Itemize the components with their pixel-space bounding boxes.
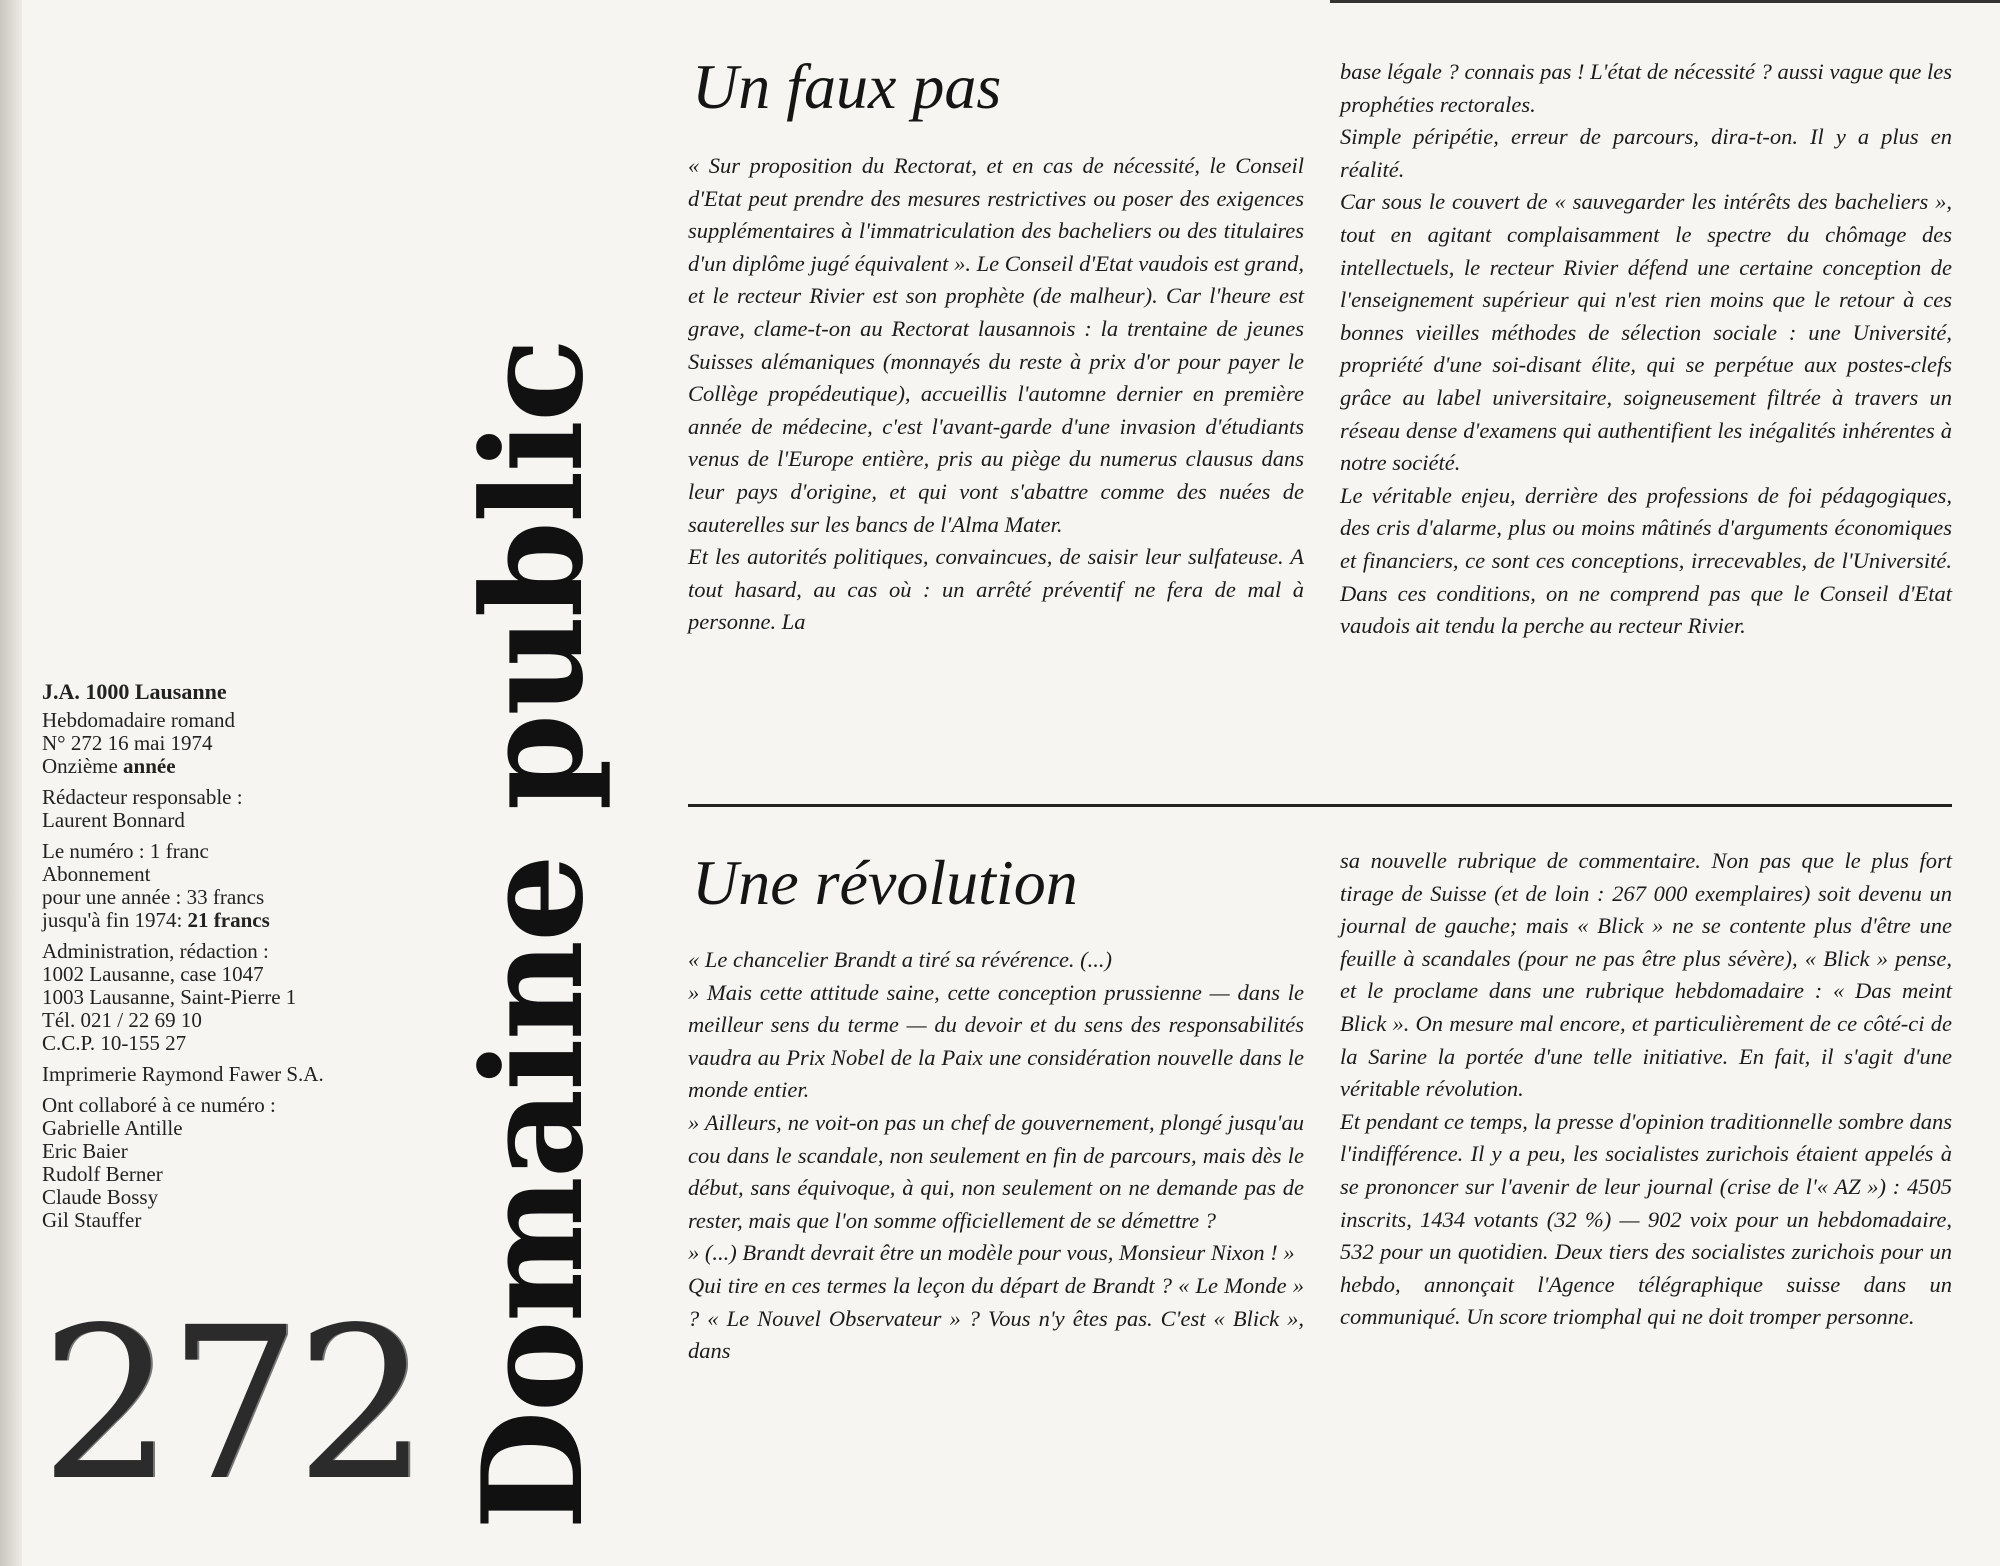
- paragraph: Le véritable enjeu, derrière des professions de foi pédagogiques, des cris d'alarme, plus ou moins mâtinés d'arguments économiques et financiers, ce sont ces conceptions, irrecevables, de l'Université. Dans ces conditions, on ne comprend pas que le Conseil d'Etat vaudois ait tendu la perche au recteur Rivier.: [1340, 482, 1952, 639]
- article-1-column-1: [688, 150, 1304, 639]
- printer-name: Imprimerie Raymond Fawer S.A.: [42, 1062, 324, 1086]
- contributors-label: Ont collaboré à ce numéro :: [42, 1093, 276, 1117]
- single-price: Le numéro : 1 franc: [42, 839, 209, 863]
- printer-block: [42, 1063, 402, 1086]
- article-2-headline: Une révolution: [692, 847, 1078, 918]
- editor-block: [42, 786, 402, 832]
- paragraph: » Mais cette attitude saine, cette conception prussienne — dans le meilleur sens du terme — du devoir et du sens des responsabilités vaudra au Prix Nobel de la Paix une considération nouvelle dans le monde entier.: [688, 979, 1304, 1103]
- paragraph: » (...) Brandt devrait être un modèle pour vous, Monsieur Nixon ! »: [688, 1240, 1295, 1266]
- issue-number: 272: [40, 1282, 423, 1527]
- admin-phone: Tél. 021 / 22 69 10: [42, 1008, 202, 1032]
- mailing-code: J.A. 1000 Lausanne: [42, 679, 227, 704]
- price-block: [42, 840, 402, 932]
- article-2-column-1: [688, 944, 1304, 1368]
- yearly-price: pour une année : 33 francs: [42, 885, 265, 909]
- administration-block: [42, 940, 402, 1055]
- article-2-column-2: [1340, 845, 1952, 1334]
- contributor: Gabrielle Antille: [42, 1116, 183, 1140]
- paragraph: Et pendant ce temps, la presse d'opinion traditionnelle sombre dans l'indifférence. Il y a peu, les socialistes zurichois étaient appelés à se prononcer sur l'avenir de leur journal (crise de l'« AZ ») : 4505 inscrits, 1434 votants (32 %) — 902 voix pour un hebdomadaire, 532 pour un quotidien. Deux tiers des socialistes zurichois pour un hebdo, annonçait l'Agence télégraphique suisse dans un communiqué. Un score triomphal qui ne doit tromper personne.: [1340, 1108, 1952, 1330]
- contributor: Gil Stauffer: [42, 1208, 142, 1232]
- paragraph: Car sous le couvert de « sauvegarder les intérêts des bacheliers », tout en agitant complaisamment le spectre du chômage des intellectuels, le recteur Rivier défend une certaine conception de l'enseignement supérieur qui n'est rien moins que le retour à ces bonnes vieilles méthodes de sélection sociale : une Université, propriété d'une soi-disant élite, qui se perpétue aux postes-clefs grâce au label universitaire, soigneusement filtrée à travers un réseau dense d'examens qui authentifient les inégalités inhérentes à notre société.: [1340, 189, 1952, 476]
- paragraph: Qui tire en ces termes la leçon du départ de Brandt ? « Le Monde » ? « Le Nouvel Observateur » ? Vous n'y êtes pas. C'est « Blick », dans: [688, 1272, 1304, 1364]
- editor-name: Laurent Bonnard: [42, 808, 185, 832]
- top-rule: [1330, 0, 2000, 3]
- scan-edge-shadow: [0, 0, 22, 1566]
- admin-postal-account: C.C.P. 10-155 27: [42, 1031, 187, 1055]
- edition-type: Hebdomadaire romand: [42, 708, 236, 732]
- paragraph: Et les autorités politiques, convaincues, de saisir leur sulfateuse. A tout hasard, au cas où : un arrêté préventif ne fera de mal à personne. La: [688, 544, 1304, 635]
- admin-address-1: 1002 Lausanne, case 1047: [42, 962, 264, 986]
- paragraph: « Le chancelier Brandt a tiré sa révérence. (...): [688, 947, 1113, 972]
- contributor: Rudolf Berner: [42, 1162, 163, 1186]
- paragraph: base légale ? connais pas ! L'état de nécessité ? aussi vague que les prophéties rectorales.: [1340, 59, 1952, 117]
- paragraph: Simple péripétie, erreur de parcours, dira-t-on. Il y a plus en réalité.: [1340, 124, 1952, 182]
- edition-block: [42, 709, 402, 778]
- masthead-title: Domaine public: [451, 340, 614, 1530]
- admin-label: Administration, rédaction :: [42, 939, 269, 963]
- editor-label: Rédacteur responsable :: [42, 785, 243, 809]
- end-of-year-price: jusqu'à fin 1974: 21 francs: [42, 908, 270, 932]
- article-1-column-2: [1340, 56, 1952, 643]
- publication-info: [42, 680, 402, 1240]
- publication-year: Onzième année: [42, 754, 176, 778]
- paragraph: « Sur proposition du Rectorat, et en cas de nécessité, le Conseil d'Etat peut prendre des mesures restrictives ou poser des exigences supplémentaires à l'immatriculation des bacheliers ou des titulaires d'un diplôme jugé équivalent ». Le Conseil d'Etat vaudois est grand, et le recteur Rivier est son prophète (de malheur). Car l'heure est grave, clame-t-on au Rectorat lausannois : la trentaine de jeunes Suisses alémaniques (monnayés du reste à prix d'or pour payer le Collège propédeutique), accueillis l'automne dernier en première année de médecine, c'est l'avant-garde d'une invasion d'étudiants venus de l'Europe entière, pris au piège du numerus clausus dans leur pays d'origine, et qui vont s'abattre comme des nuées de sauterelles sur les bancs de l'Alma Mater.: [688, 153, 1304, 537]
- contributor: Claude Bossy: [42, 1185, 159, 1209]
- article-divider: [688, 804, 1952, 807]
- contributors-block: [42, 1094, 402, 1232]
- subscription-label: Abonnement: [42, 862, 151, 886]
- article-1-headline: Un faux pas: [692, 51, 1002, 122]
- contributor: Eric Baier: [42, 1139, 128, 1163]
- paragraph: sa nouvelle rubrique de commentaire. Non pas que le plus fort tirage de Suisse (et de loin : 267 000 exemplaires) soit devenu un journal de gauche; mais « Blick » ne se contente plus d'être une feuille à scandales (pour ne pas être plus sévère), « Blick » pense, et le proclame dans une rubrique hebdomadaire : « Das meint Blick ». On mesure mal encore, et particulièrement de ce côté-ci de la Sarine la portée d'une telle initiative. En fait, il s'agit d'une véritable révolution.: [1340, 848, 1952, 1102]
- admin-address-2: 1003 Lausanne, Saint-Pierre 1: [42, 985, 297, 1009]
- paragraph: » Ailleurs, ne voit-on pas un chef de gouvernement, plongé jusqu'au cou dans le scandale, non seulement en fin de parcours, mais dès le début, sans équivoque, à qui, non seulement on ne demande pas de rester, mais que l'on somme officiellement de se démettre ?: [688, 1109, 1304, 1233]
- issue-date: N° 272 16 mai 1974: [42, 731, 213, 755]
